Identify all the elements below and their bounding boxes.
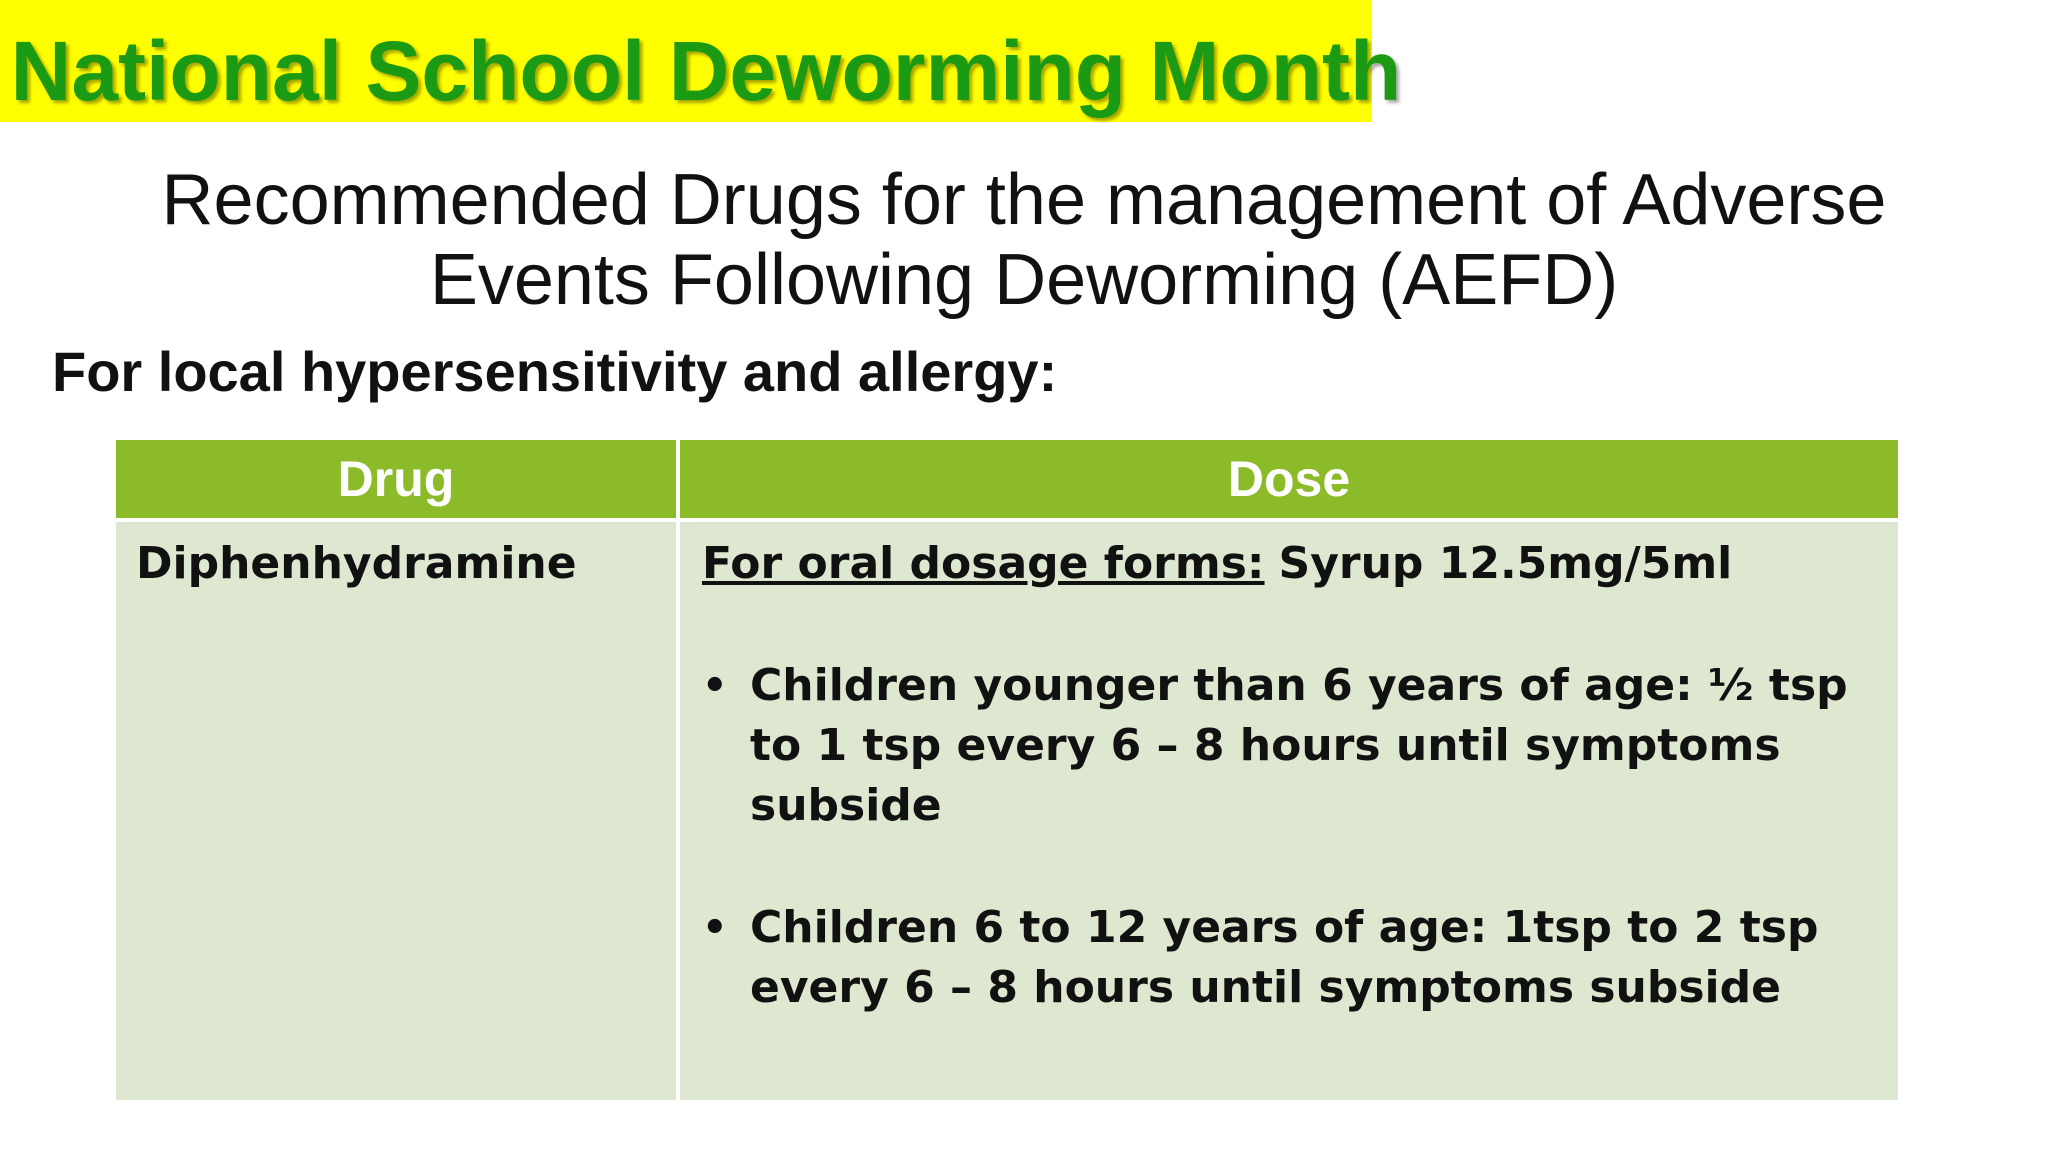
header-dose: Dose: [678, 440, 1898, 520]
drug-dose-table: [116, 440, 1898, 1100]
banner-title: National School Deworming Month: [10, 24, 1402, 118]
header-drug: Drug: [116, 440, 678, 520]
dose-under-6: Children younger than 6 years of age: ½ tsp to 1 tsp every 6 – 8 hours until symptoms subside: [750, 660, 1848, 831]
section-heading: For local hypersensitivity and allergy:: [52, 340, 1058, 403]
dose-cell: [678, 520, 1898, 1100]
dose-6-to-12: Children 6 to 12 years of age: 1tsp to 2 tsp every 6 – 8 hours until symptoms subside: [750, 902, 1819, 1013]
table-row: [116, 520, 1898, 1100]
dose-list: [702, 656, 1868, 1018]
drug-name-cell: Diphenhydramine: [116, 520, 678, 1100]
dose-intro: [702, 534, 1868, 594]
table-header-row: [116, 440, 1898, 520]
slide-title: Recommended Drugs for the management of Adverse Events Following Deworming (AEFD): [161, 160, 1887, 320]
dose-form-value: Syrup 12.5mg/5ml: [1278, 538, 1733, 589]
bullet-icon: •: [702, 663, 728, 709]
list-item: [702, 898, 1868, 1018]
dose-form-label: For oral dosage forms:: [702, 538, 1265, 589]
bullet-icon: •: [702, 905, 728, 951]
list-item: [702, 656, 1868, 836]
